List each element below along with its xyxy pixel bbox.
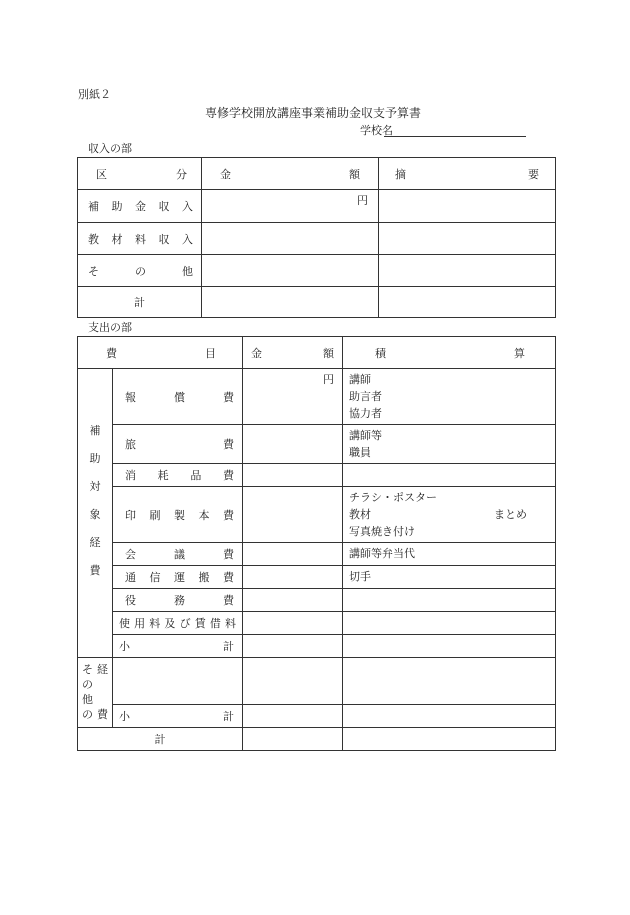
yen-unit: 円 xyxy=(357,194,368,207)
income-remarks-cell[interactable] xyxy=(379,190,556,223)
expense-amount-cell[interactable] xyxy=(243,612,343,635)
expense-row-label: 使 用 料 及 び 賃 借 料 xyxy=(119,617,236,630)
income-section-title: 収入の部 xyxy=(88,142,132,155)
expense-amount-cell[interactable] xyxy=(243,487,343,543)
expense-amount-cell[interactable] xyxy=(243,728,343,751)
expense-calc-cell[interactable] xyxy=(343,612,556,635)
expense-calc-cell[interactable]: 講師等弁当代 xyxy=(343,543,556,566)
expense-row-label: 小 計 xyxy=(119,710,234,723)
document-title: 専修学校開放講座事業補助金収支予算書 xyxy=(205,106,422,120)
expense-calc-cell[interactable]: チラシ・ポスター 教材 写真焼き付け まとめ xyxy=(343,487,556,543)
expense-calc-cell[interactable] xyxy=(343,658,556,705)
subsidy-group-label: 補 助 対 象 経 費 xyxy=(78,369,113,658)
expense-row-subsidy-subtotal xyxy=(78,635,556,658)
expense-row-printing xyxy=(78,487,556,543)
expense-row-label: 役 務 費 xyxy=(125,594,234,607)
expense-calc-cell[interactable] xyxy=(343,589,556,612)
expense-row-consumables xyxy=(78,464,556,487)
expense-amount-cell[interactable] xyxy=(243,464,343,487)
expense-calc-cell[interactable]: 講師等 職員 xyxy=(343,425,556,464)
income-amount-cell[interactable] xyxy=(202,223,379,255)
expense-calc-cell[interactable]: 切手 xyxy=(343,566,556,589)
expense-calc-cell[interactable] xyxy=(343,705,556,728)
expense-row-label: 会 議 費 xyxy=(125,548,234,561)
expense-row-label: 消 耗 品 費 xyxy=(125,469,234,482)
income-table xyxy=(77,157,556,318)
expense-amount-cell[interactable] xyxy=(243,566,343,589)
expense-amount-cell[interactable] xyxy=(243,369,343,425)
income-remarks-cell[interactable] xyxy=(379,287,556,318)
attachment-label: 別紙２ xyxy=(78,88,111,101)
expense-header-amount: 金 額 xyxy=(243,337,343,369)
expense-table xyxy=(77,336,556,751)
expense-calc-cell[interactable] xyxy=(343,728,556,751)
expense-row-rental xyxy=(78,612,556,635)
income-row-label: 計 xyxy=(134,296,145,309)
expense-row-other xyxy=(78,658,556,705)
expense-amount-cell[interactable] xyxy=(243,658,343,705)
income-header-category: 区 分 xyxy=(78,158,202,190)
expense-header-calc: 積 算 xyxy=(343,337,556,369)
other-expenses-group-label: そ の 他 の 経 費 xyxy=(78,658,113,728)
yen-unit: 円 xyxy=(323,373,334,386)
expense-calc-cell[interactable]: 講師 助言者 協力者 xyxy=(343,369,556,425)
income-row-other xyxy=(78,255,556,287)
income-row-label: 補 助 金 収 入 xyxy=(88,200,193,213)
expense-amount-cell[interactable] xyxy=(243,589,343,612)
expense-header-item: 費 目 xyxy=(78,337,243,369)
income-remarks-cell[interactable] xyxy=(379,255,556,287)
income-amount-cell[interactable] xyxy=(202,190,379,223)
expense-calc-cell[interactable] xyxy=(343,635,556,658)
expense-row-meeting xyxy=(78,543,556,566)
expense-row-label: 旅 費 xyxy=(125,438,234,451)
school-name-label: 学校名 xyxy=(360,124,393,137)
expense-amount-cell[interactable] xyxy=(243,425,343,464)
expense-calc-cell[interactable] xyxy=(343,464,556,487)
expense-row-remuneration xyxy=(78,369,556,425)
income-amount-cell[interactable] xyxy=(202,287,379,318)
school-name-field[interactable] xyxy=(384,124,526,137)
expense-amount-cell[interactable] xyxy=(243,705,343,728)
expense-row-services xyxy=(78,589,556,612)
expense-row-label: 印 刷 製 本 費 xyxy=(125,508,234,522)
expense-amount-cell[interactable] xyxy=(243,543,343,566)
summary-note: まとめ xyxy=(494,508,527,521)
expense-row-travel xyxy=(78,425,556,464)
expense-section-title: 支出の部 xyxy=(88,321,132,334)
expense-row-label: 報 償 費 xyxy=(125,390,234,404)
expense-row-label: 計 xyxy=(154,733,166,746)
expense-row-label: 通 信 運 搬 費 xyxy=(125,571,234,584)
income-row-label: 教 材 料 収 入 xyxy=(88,232,193,246)
expense-item-cell[interactable] xyxy=(113,658,243,705)
expense-row-total xyxy=(78,728,556,751)
expense-row-communication xyxy=(78,566,556,589)
income-header-remarks: 摘 要 xyxy=(379,158,556,190)
expense-row-other-subtotal xyxy=(78,705,556,728)
expense-amount-cell[interactable] xyxy=(243,635,343,658)
income-header-amount: 金 額 xyxy=(202,158,379,190)
expense-row-label: 小 計 xyxy=(119,640,234,653)
income-amount-cell[interactable] xyxy=(202,255,379,287)
income-remarks-cell[interactable] xyxy=(379,223,556,255)
income-row-materials xyxy=(78,223,556,255)
income-row-subsidy xyxy=(78,190,556,223)
income-row-label: そ の 他 xyxy=(88,264,193,278)
income-row-total xyxy=(78,287,556,318)
